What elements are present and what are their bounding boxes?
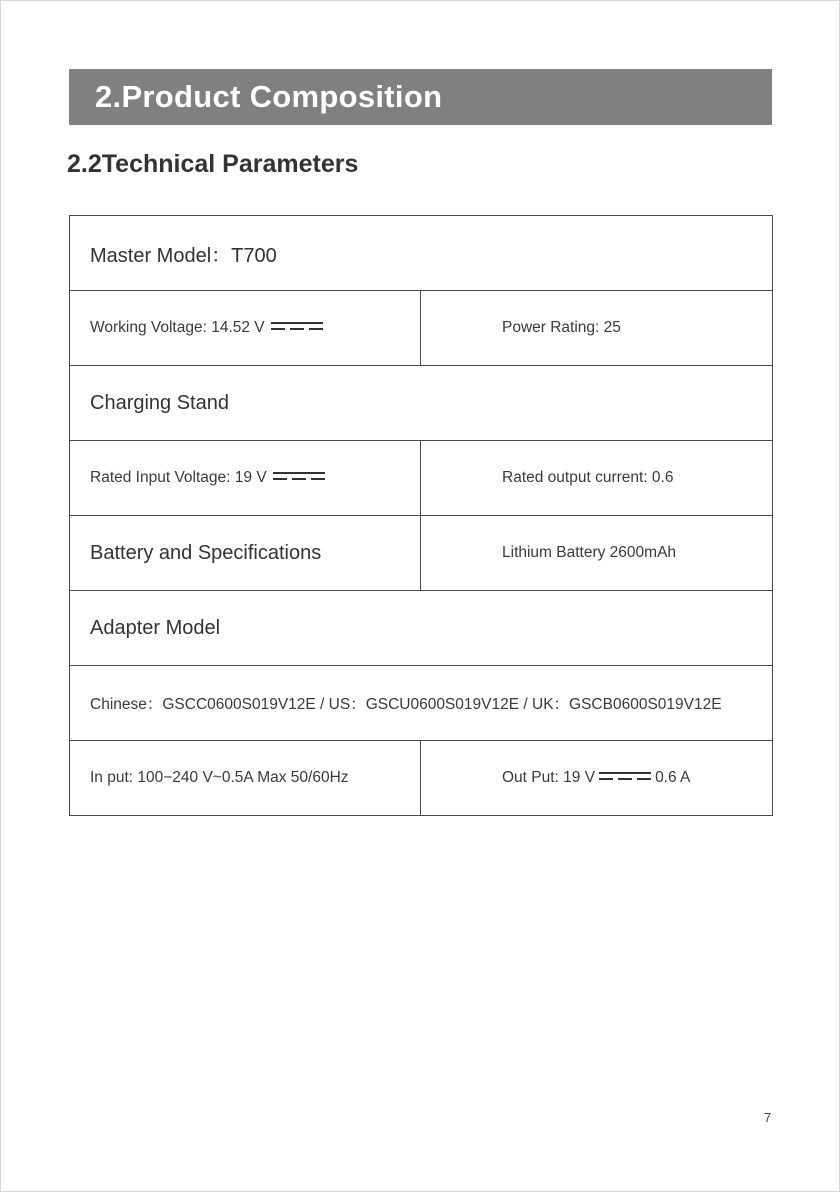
table-row	[70, 291, 773, 366]
table-row	[70, 441, 773, 516]
charging-stand-cell	[70, 366, 773, 441]
adapter-heading: Adapter Model	[90, 616, 221, 639]
master-model-label: Master Model：T700	[90, 244, 277, 267]
table-row	[70, 591, 773, 666]
table-row	[70, 741, 773, 816]
battery-value-cell	[421, 516, 773, 591]
working-voltage-cell	[70, 291, 421, 366]
rated-output-current-cell	[421, 441, 773, 516]
table-row	[70, 216, 773, 291]
rated-input-voltage-cell	[70, 441, 421, 516]
power-rating-cell	[421, 291, 773, 366]
adapter-models: Chinese：GSCC0600S019V12E / US：GSCU0600S019V12E / UK：GSCB0600S019V12E	[90, 696, 722, 713]
rated-output-current-label: Rated output current: 0.6	[502, 469, 674, 486]
input-label: In put: 100−240 V~0.5A Max 50/60Hz	[90, 769, 349, 786]
output-prefix: Out Put: 19 V	[502, 769, 596, 786]
table-row	[70, 666, 773, 741]
direct-current-icon	[273, 472, 325, 481]
adapter-models-cell	[70, 666, 773, 741]
working-voltage-label: Working Voltage: 14.52 V	[90, 319, 265, 336]
page-number: 7	[764, 1110, 772, 1125]
table-row	[70, 516, 773, 591]
adapter-heading-cell	[70, 591, 773, 666]
input-cell	[70, 741, 421, 816]
section-banner	[69, 69, 772, 125]
section-title: 2.Product Composition	[95, 79, 443, 114]
battery-heading-cell	[70, 516, 421, 591]
subsection-title: 2.2Technical Parameters	[67, 150, 359, 178]
output-suffix: 0.6 A	[655, 769, 691, 786]
power-rating-label: Power Rating: 25	[502, 319, 621, 336]
output-cell	[421, 741, 773, 816]
charging-stand-heading: Charging Stand	[90, 391, 229, 414]
battery-value: Lithium Battery 2600mAh	[502, 544, 677, 561]
rated-input-voltage-label: Rated Input Voltage: 19 V	[90, 469, 267, 486]
direct-current-icon	[599, 772, 651, 781]
direct-current-icon	[271, 322, 323, 331]
technical-parameters-table	[69, 215, 773, 816]
table-row	[70, 366, 773, 441]
master-model-cell	[70, 216, 773, 291]
battery-heading: Battery and Specifications	[90, 541, 322, 564]
